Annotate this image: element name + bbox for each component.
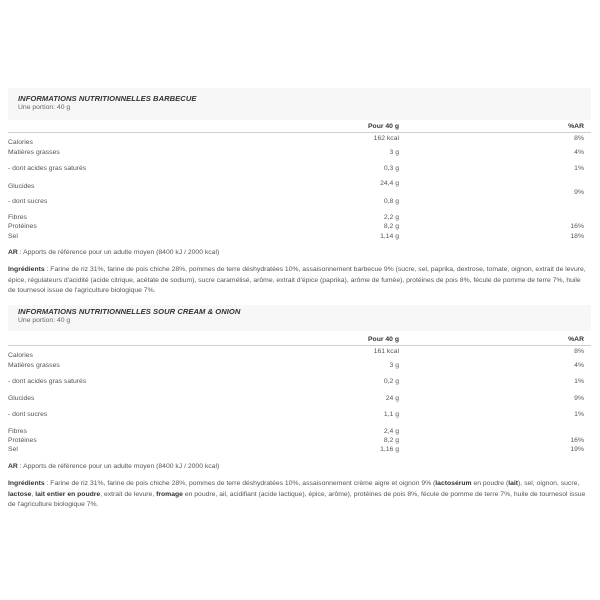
row-value: 0,2 g: [383, 378, 399, 385]
row-ar: 19%: [570, 446, 584, 453]
row-value: 162 kcal: [373, 135, 399, 142]
row-label: - dont acides gras saturés: [8, 165, 87, 172]
row-ar: 16%: [570, 223, 584, 230]
ar-definition: : Apports de référence pour un adulte moyen (8400 kJ / 2000 kcal): [17, 249, 220, 256]
row-value: 1,16 g: [380, 446, 399, 453]
barbecue-ingredients: [8, 265, 588, 297]
ar-abbrev: AR: [8, 249, 18, 256]
row-label: Matières grasses: [8, 362, 60, 369]
row-value: 0,8 g: [383, 198, 399, 205]
row-ar: 9%: [574, 395, 584, 402]
barbecue-portion: Une portion: 40 g: [18, 104, 71, 111]
row-label: Calories: [8, 352, 33, 359]
allergen-lait-entier: lait entier en poudre: [35, 490, 101, 498]
row-ar: 1%: [574, 378, 584, 385]
ingredients-text: ,: [31, 490, 36, 498]
row-label: - dont sucres: [8, 411, 48, 418]
row-label: Calories: [8, 139, 33, 146]
allergen-lactoserum: lactosérum: [435, 480, 472, 487]
row-value: 0,3 g: [383, 165, 399, 172]
row-ar: 1%: [574, 165, 584, 172]
sourcream-ar-note: [8, 462, 588, 473]
ingredients-text: : Farine de riz 31%, farine de pois chiche 28%, pommes de terre déshydratées 10%, assaisonnement crème aigre et oignon 9% (: [44, 480, 436, 487]
row-label: Matières grasses: [8, 149, 60, 156]
barbecue-header-panel: [8, 88, 591, 120]
row-label: Fibres: [8, 428, 27, 435]
row-label: Fibres: [8, 214, 27, 221]
row-value: 3 g: [389, 149, 399, 156]
row-value: 1,1 g: [383, 411, 399, 418]
barbecue-title: INFORMATIONS NUTRITIONNELLES BARBECUE: [18, 94, 197, 103]
row-value: 8,2 g: [383, 223, 399, 230]
row-label: Sel: [8, 233, 18, 240]
amount-column-header: Pour 40 g: [368, 336, 399, 343]
row-ar: 1%: [574, 411, 584, 418]
ingredients-text: ), sel, oignon, sucre,: [518, 480, 580, 487]
row-ar: 16%: [570, 437, 584, 444]
amount-column-header: Pour 40 g: [368, 123, 399, 130]
row-value: 24,4 g: [380, 180, 399, 187]
allergen-fromage: fromage: [156, 490, 183, 498]
row-label: - dont sucres: [8, 198, 48, 205]
row-value: 24 g: [385, 395, 399, 402]
allergen-lait: lait: [508, 480, 519, 487]
sourcream-ingredients: [8, 479, 588, 511]
row-label: Glucides: [8, 395, 35, 402]
row-ar: 8%: [574, 135, 584, 142]
ingredients-text: en poudre, ail, acidifiant (acide lactique), épice, arôme), protéines de pois 8%, fécule de pomme de terre 7%, huile de tournesol issue de l'agriculture biologique 7%.: [8, 490, 586, 508]
row-value: 161 kcal: [373, 348, 399, 355]
ar-column-header: %AR: [568, 123, 584, 130]
row-label: Protéines: [8, 437, 37, 444]
row-label: Glucides: [8, 183, 35, 190]
row-ar: 4%: [574, 362, 584, 369]
ar-definition: : Apports de référence pour un adulte moyen (8400 kJ / 2000 kcal): [17, 463, 220, 470]
row-value: 2,2 g: [383, 214, 399, 221]
row-label: Sel: [8, 446, 18, 453]
row-ar: 18%: [570, 233, 584, 240]
row-label: - dont acides gras saturés: [8, 378, 87, 385]
row-label: Protéines: [8, 223, 37, 230]
row-value: 2,4 g: [383, 428, 399, 435]
row-value: 1,14 g: [380, 233, 399, 240]
barbecue-nutrition-table: [8, 120, 591, 250]
table-divider: [8, 345, 591, 346]
sourcream-title: INFORMATIONS NUTRITIONNELLES SOUR CREAM & ONION: [18, 307, 241, 316]
ingredients-text: , extrait de levure,: [100, 490, 157, 498]
sourcream-header-panel: [8, 305, 591, 331]
allergen-lactose: lactose: [8, 490, 32, 498]
row-value: 8,2 g: [383, 437, 399, 444]
ingredients-text: : Farine de riz 31%, farine de pois chiche 28%, pommes de terre déshydratées 10%, assaisonnement barbecue 9% (sucre, sel, paprika, dextrose, tomate, oignon, extrait de levure, épice, régulateurs d'acidité (acide citrique, acétate de sodium), sucre caramélisé, arôme, extrait d'épice (paprika), arôme de fumée), protéines de pois 8%, fécule de pomme de terre 7%, huile de tournesol issue de l'agriculture biologique 7%.: [8, 266, 586, 294]
row-ar: 4%: [574, 149, 584, 156]
table-divider: [8, 132, 591, 133]
sourcream-nutrition-table: [8, 333, 591, 463]
ingredients-label: Ingrédients: [8, 480, 45, 487]
ingredients-text: en poudre (: [471, 480, 509, 487]
row-value: 3 g: [389, 362, 399, 369]
row-ar: 9%: [574, 189, 584, 196]
ar-abbrev: AR: [8, 463, 18, 470]
ar-column-header: %AR: [568, 336, 584, 343]
barbecue-ar-note: [8, 248, 588, 259]
row-ar: 8%: [574, 348, 584, 355]
sourcream-portion: Une portion: 40 g: [18, 317, 71, 324]
ingredients-label: Ingrédients: [8, 266, 45, 273]
